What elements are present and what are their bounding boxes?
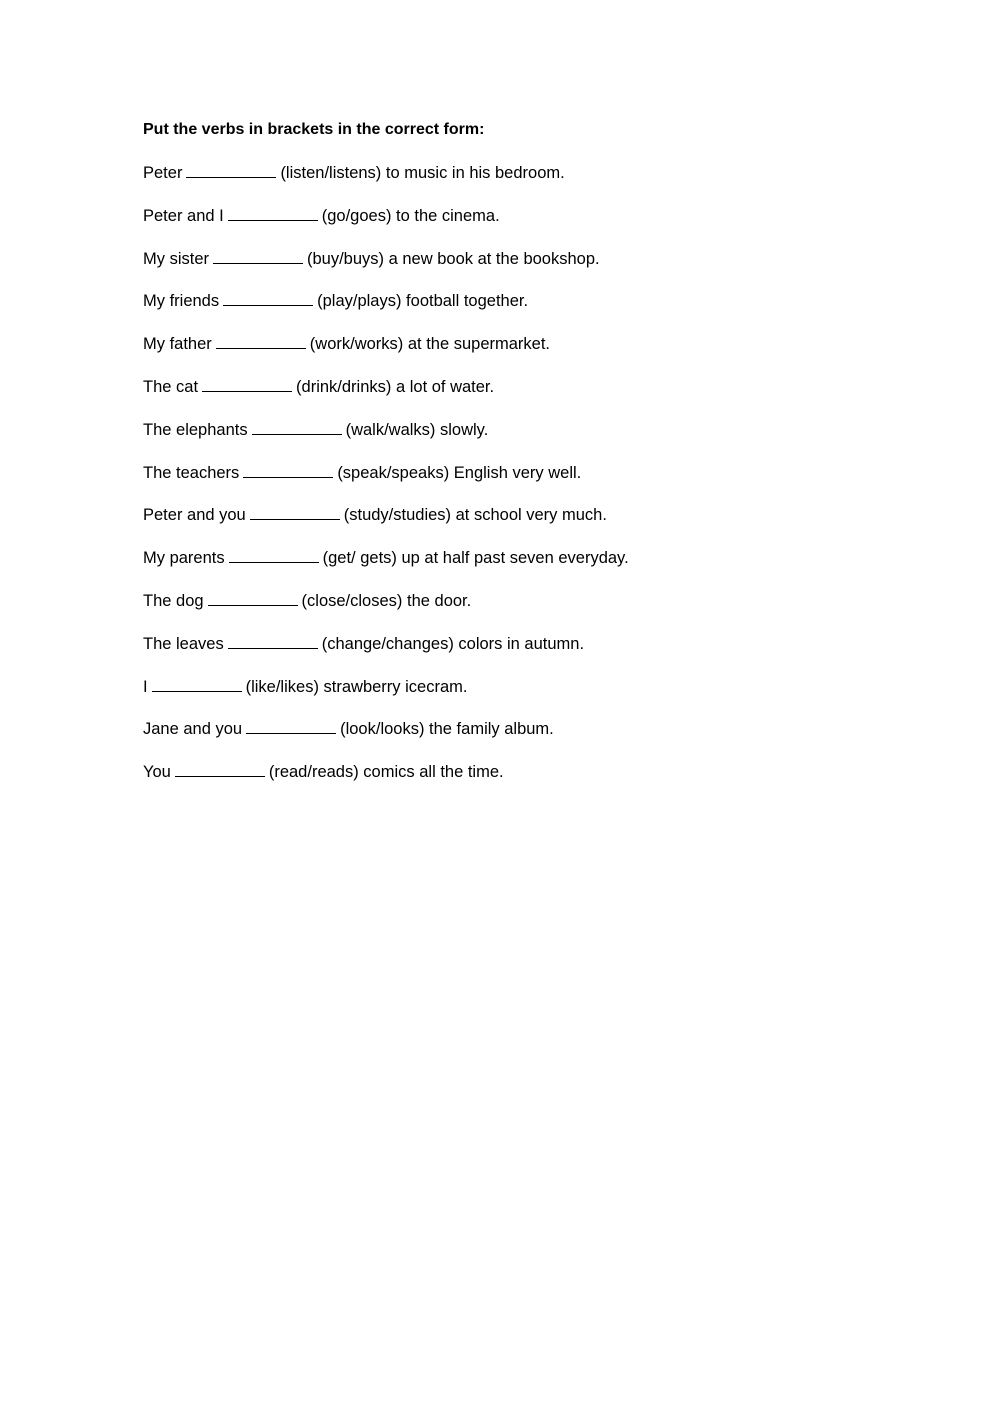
sentence-rest: (change/changes) colors in autumn. <box>321 634 585 653</box>
sentence-rest: (get/ gets) up at half past seven everyday. <box>322 549 629 568</box>
answer-blank[interactable] <box>228 206 318 221</box>
sentence-rest: (drink/drinks) a lot of water. <box>296 377 495 396</box>
sentence-subject: Jane and you <box>143 720 243 739</box>
sentence-subject: The dog <box>143 591 204 610</box>
exercise-instructions: Put the verbs in brackets in the correct form: <box>143 121 485 138</box>
sentence-rest: (look/looks) the family album. <box>340 720 554 739</box>
exercise-sentence <box>143 675 903 699</box>
sentence-subject: The cat <box>143 377 199 396</box>
sentence-rest: (like/likes) strawberry icecram. <box>245 677 468 696</box>
answer-blank[interactable] <box>202 377 292 392</box>
answer-blank[interactable] <box>175 762 265 777</box>
sentence-subject: The teachers <box>143 463 240 482</box>
exercise-sentence <box>143 632 903 656</box>
exercise-sentence <box>143 204 903 228</box>
sentence-subject: Peter and I <box>143 206 224 225</box>
exercise-sentence <box>143 161 903 185</box>
exercise-sentence-list <box>143 161 903 784</box>
answer-blank[interactable] <box>252 420 342 435</box>
answer-blank[interactable] <box>186 163 276 178</box>
sentence-subject: My father <box>143 335 212 354</box>
sentence-rest: (listen/listens) to music in his bedroom. <box>280 164 565 182</box>
exercise-sentence <box>143 289 903 313</box>
sentence-rest: (read/reads) comics all the time. <box>268 763 504 782</box>
sentence-rest: (play/plays) football together. <box>317 292 529 311</box>
answer-blank[interactable] <box>246 719 336 734</box>
sentence-subject: Peter and you <box>143 506 246 525</box>
exercise-sentence <box>143 418 903 442</box>
sentence-subject: Peter <box>143 164 183 182</box>
sentence-rest: (go/goes) to the cinema. <box>321 206 500 225</box>
worksheet-content <box>143 118 903 803</box>
sentence-subject: You <box>143 763 171 782</box>
exercise-sentence <box>143 589 903 613</box>
answer-blank[interactable] <box>152 677 242 692</box>
sentence-rest: (buy/buys) a new book at the bookshop. <box>307 249 600 268</box>
answer-blank[interactable] <box>216 334 306 349</box>
sentence-subject: My sister <box>143 249 209 268</box>
exercise-sentence <box>143 717 903 741</box>
answer-blank[interactable] <box>223 291 313 306</box>
exercise-sentence <box>143 247 903 271</box>
sentence-rest: (work/works) at the supermarket. <box>309 335 551 354</box>
sentence-subject: The elephants <box>143 420 248 439</box>
exercise-sentence <box>143 375 903 399</box>
exercise-sentence <box>143 503 903 527</box>
sentence-rest: (close/closes) the door. <box>301 591 472 610</box>
sentence-rest: (speak/speaks) English very well. <box>337 463 582 482</box>
sentence-rest: (study/studies) at school very much. <box>343 506 607 525</box>
sentence-subject: My friends <box>143 292 220 311</box>
answer-blank[interactable] <box>208 591 298 606</box>
sentence-subject: The leaves <box>143 634 224 653</box>
answer-blank[interactable] <box>243 463 333 478</box>
answer-blank[interactable] <box>250 505 340 520</box>
exercise-sentence <box>143 461 903 485</box>
exercise-sentence <box>143 546 903 570</box>
exercise-sentence <box>143 332 903 356</box>
sentence-rest: (walk/walks) slowly. <box>345 420 489 439</box>
answer-blank[interactable] <box>228 634 318 649</box>
answer-blank[interactable] <box>213 249 303 264</box>
sentence-subject: I <box>143 677 148 696</box>
sentence-subject: My parents <box>143 549 225 568</box>
exercise-sentence <box>143 760 903 784</box>
answer-blank[interactable] <box>229 548 319 563</box>
